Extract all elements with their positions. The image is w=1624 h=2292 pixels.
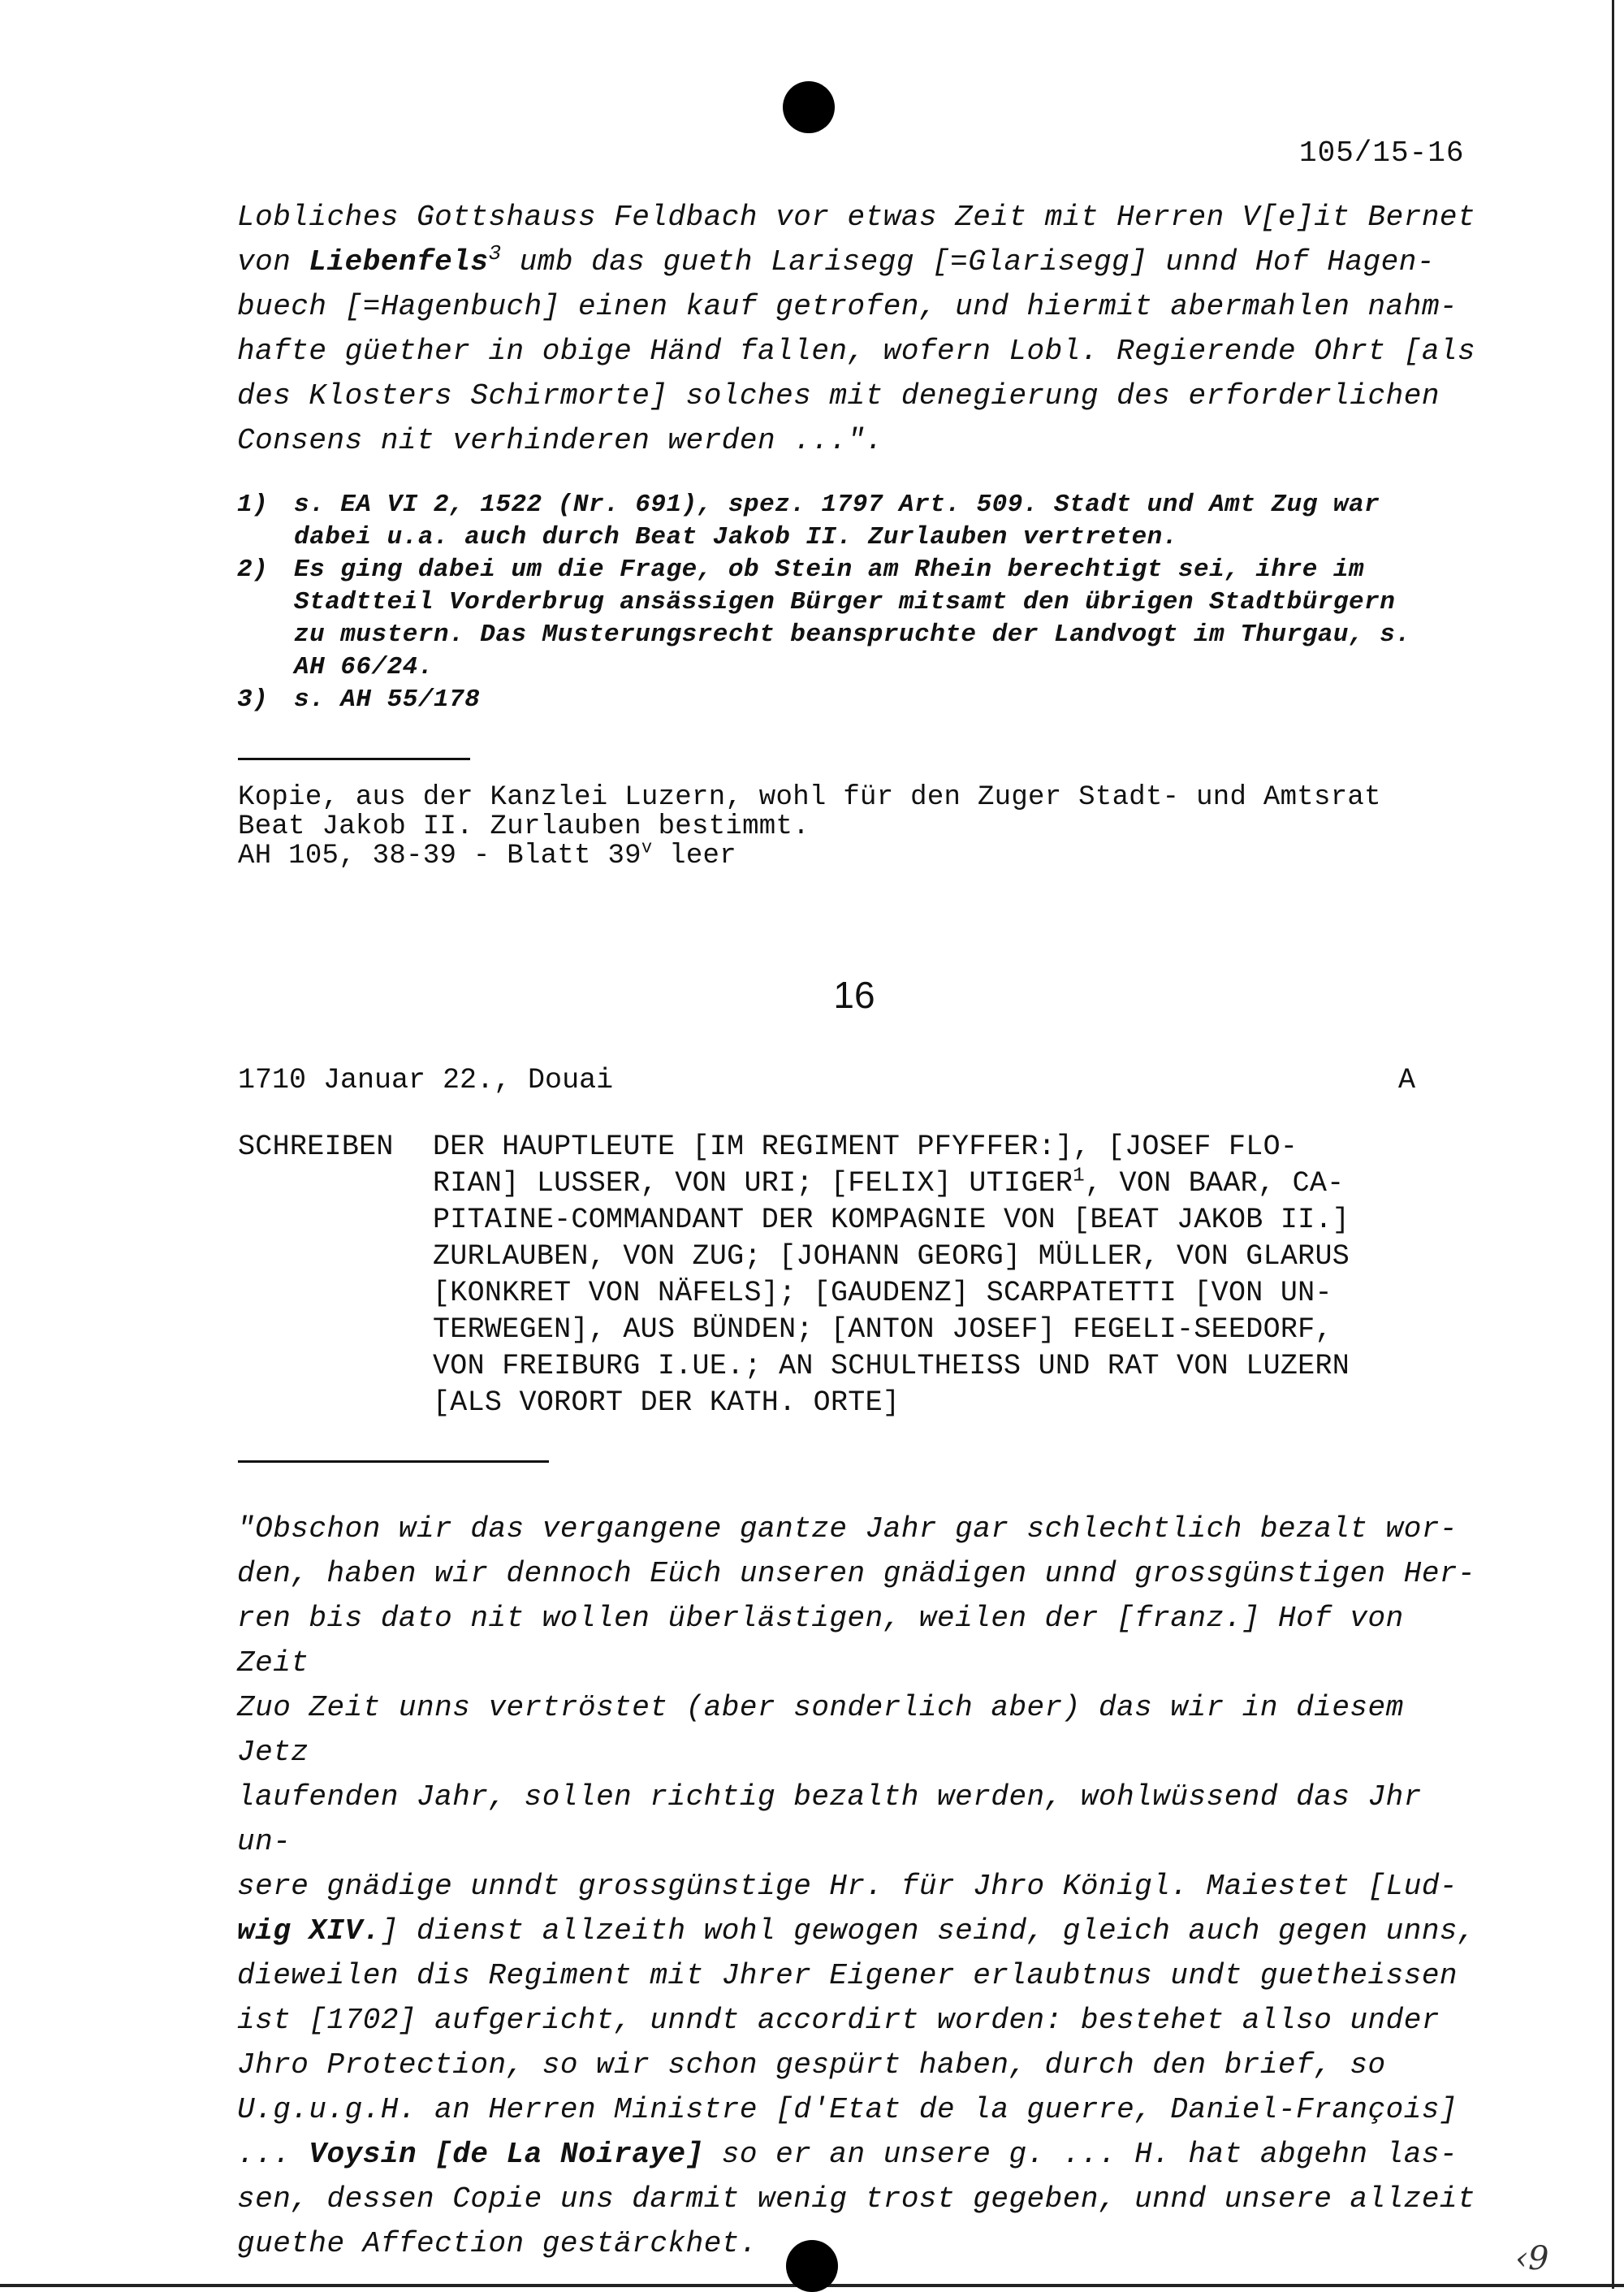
text-line: "Obschon wir das vergangene gantze Jahr gar schlechtlich bezalt wor-	[237, 1512, 1458, 1546]
footnote-line: s. AH 55/178	[294, 685, 481, 714]
text-line: buech [=Hagenbuch] einen kauf getrofen, und hiermit abermahlen nahm-	[237, 290, 1458, 323]
text-line: sen, dessen Copie uns darmit wenig trost gegeben, unnd unsere allzeit	[237, 2182, 1476, 2216]
footnote-number: 2)	[237, 556, 269, 584]
regest-line: [ALS VORORT DER KATH. ORTE]	[433, 1386, 901, 1419]
text-line: des Klosters Schirmorte] solches mit denegierung des erforderlichen	[237, 379, 1440, 413]
regest-line: RIAN] LUSSER, VON URI; [FELIX] UTIGER$^1$, VON BAAR, CA-	[433, 1165, 1345, 1200]
punch-hole-top	[783, 81, 835, 133]
text-line: ren bis dato nit wollen überlästigen, weilen der [franz.] Hof von Zeit	[237, 1602, 1404, 1680]
footnote-line: s. EA VI 2, 1522 (Nr. 691), spez. 1797 Art. 509. Stadt und Amt Zug war	[294, 491, 1380, 519]
text-line: von Liebenfels$^3$ umb das gueth Larisegg [=Glarisegg] unnd Hof Hagen-	[237, 241, 1435, 279]
text-line: Lobliches Gottshauss Feldbach vor etwas Zeit mit Herren V[e]it Bernet	[237, 201, 1476, 234]
document-number: 16	[833, 974, 875, 1016]
footnotes	[237, 489, 1504, 716]
text-line: U.g.u.g.H. an Herren Ministre [d'Etat de la guerre, Daniel-François]	[237, 2093, 1458, 2126]
footnote-number: 1)	[237, 491, 269, 519]
corner-mark: ‹9	[1515, 2240, 1549, 2277]
page-right-edge	[1612, 0, 1614, 2289]
text-line: laufenden Jahr, sollen richtig bezalth werden, wohlwüssend das Jhr un-	[237, 1780, 1422, 1858]
footnote-line: Stadtteil Vorderbrug ansässigen Bürger mitsamt den übrigen Stadtbürgern	[294, 588, 1396, 616]
footnote-line: zu mustern. Das Musterungsrecht beanspruchte der Landvogt im Thurgau, s.	[294, 621, 1411, 649]
text-line: ist [1702] aufgericht, unndt accordirt worden: bestehet allso under	[237, 2004, 1440, 2037]
letter-text	[237, 1507, 1488, 2266]
footnote	[237, 554, 1504, 684]
text-line: ... Voysin [de La Noiraye] so er an unsere g. ... H. hat abgehn las-	[237, 2138, 1458, 2171]
text-line: hafte güether in obige Händ fallen, wofern Lobl. Regierende Ohrt [als	[237, 335, 1476, 368]
regest-body	[433, 1129, 1488, 1421]
footnote-text	[294, 684, 1504, 716]
source-note	[238, 783, 1505, 871]
footnote-text	[294, 489, 1504, 554]
page-reference: 105/15-16	[1299, 136, 1465, 170]
footnote	[237, 489, 1504, 554]
text-line: den, haben wir dennoch Eüch unseren gnädigen unnd grossgünstigen Her-	[237, 1557, 1476, 1590]
text-line: Jhro Protection, so wir schon gespürt haben, durch den brief, so	[237, 2048, 1386, 2082]
regest-line: [KONKRET VON NÄFELS]; [GAUDENZ] SCARPATETTI [VON UN-	[433, 1277, 1332, 1309]
separator-rule	[238, 1460, 549, 1463]
footnote-line: Es ging dabei um die Frage, ob Stein am Rhein berechtigt sei, ihre im	[294, 556, 1365, 584]
regest-line: DER HAUPTLEUTE [IM REGIMENT PFYFFER:], [JOSEF FLO-	[433, 1131, 1298, 1163]
regest-line: TERWEGEN], AUS BÜNDEN; [ANTON JOSEF] FEGELI-SEEDORF,	[433, 1313, 1332, 1346]
footnote-line: dabei u.a. auch durch Beat Jakob II. Zurlauben vertreten.	[294, 523, 1178, 551]
source-line: AH 105, 38-39 - Blatt 39$^v$ leer	[238, 837, 736, 871]
source-line: Kopie, aus der Kanzlei Luzern, wohl für den Zuger Stadt- und Amtsrat	[238, 782, 1381, 813]
separator-rule	[238, 758, 470, 760]
footnote-number: 3)	[237, 685, 269, 714]
text-line: Consens nit verhinderen werden ...".	[237, 424, 883, 457]
footnote-text	[294, 554, 1504, 684]
regest-label: SCHREIBEN	[238, 1131, 394, 1163]
date-place: 1710 Januar 22., Douai	[238, 1064, 614, 1096]
text-line: dieweilen dis Regiment mit Jhrer Eigener erlaubtnus undt guetheissen	[237, 1959, 1458, 1992]
quote-paragraph-continued	[237, 195, 1488, 463]
text-line: wig XIV.] dienst allzeith wohl gewogen seind, gleich auch gegen unns,	[237, 1914, 1476, 1948]
footnote-line: AH 66/24.	[294, 653, 434, 681]
source-line: Beat Jakob II. Zurlauben bestimmt.	[238, 811, 810, 842]
siglum: A	[1398, 1064, 1416, 1096]
regest-line: ZURLAUBEN, VON ZUG; [JOHANN GEORG] MÜLLER, VON GLARUS	[433, 1240, 1350, 1273]
text-line: guethe Affection gestärckhet.	[237, 2227, 758, 2260]
text-line: Zuo Zeit unns vertröstet (aber sonderlich aber) das wir in diesem Jetz	[237, 1691, 1404, 1769]
regest	[238, 1129, 1488, 1421]
footnote	[237, 684, 1504, 716]
text-line: sere gnädige unndt grossgünstige Hr. für Jhro Königl. Maiestet [Lud-	[237, 1870, 1458, 1903]
regest-line: VON FREIBURG I.UE.; AN SCHULTHEISS UND RAT VON LUZERN	[433, 1350, 1350, 1382]
regest-line: PITAINE-COMMANDANT DER KOMPAGNIE VON [BEAT JAKOB II.]	[433, 1204, 1350, 1236]
